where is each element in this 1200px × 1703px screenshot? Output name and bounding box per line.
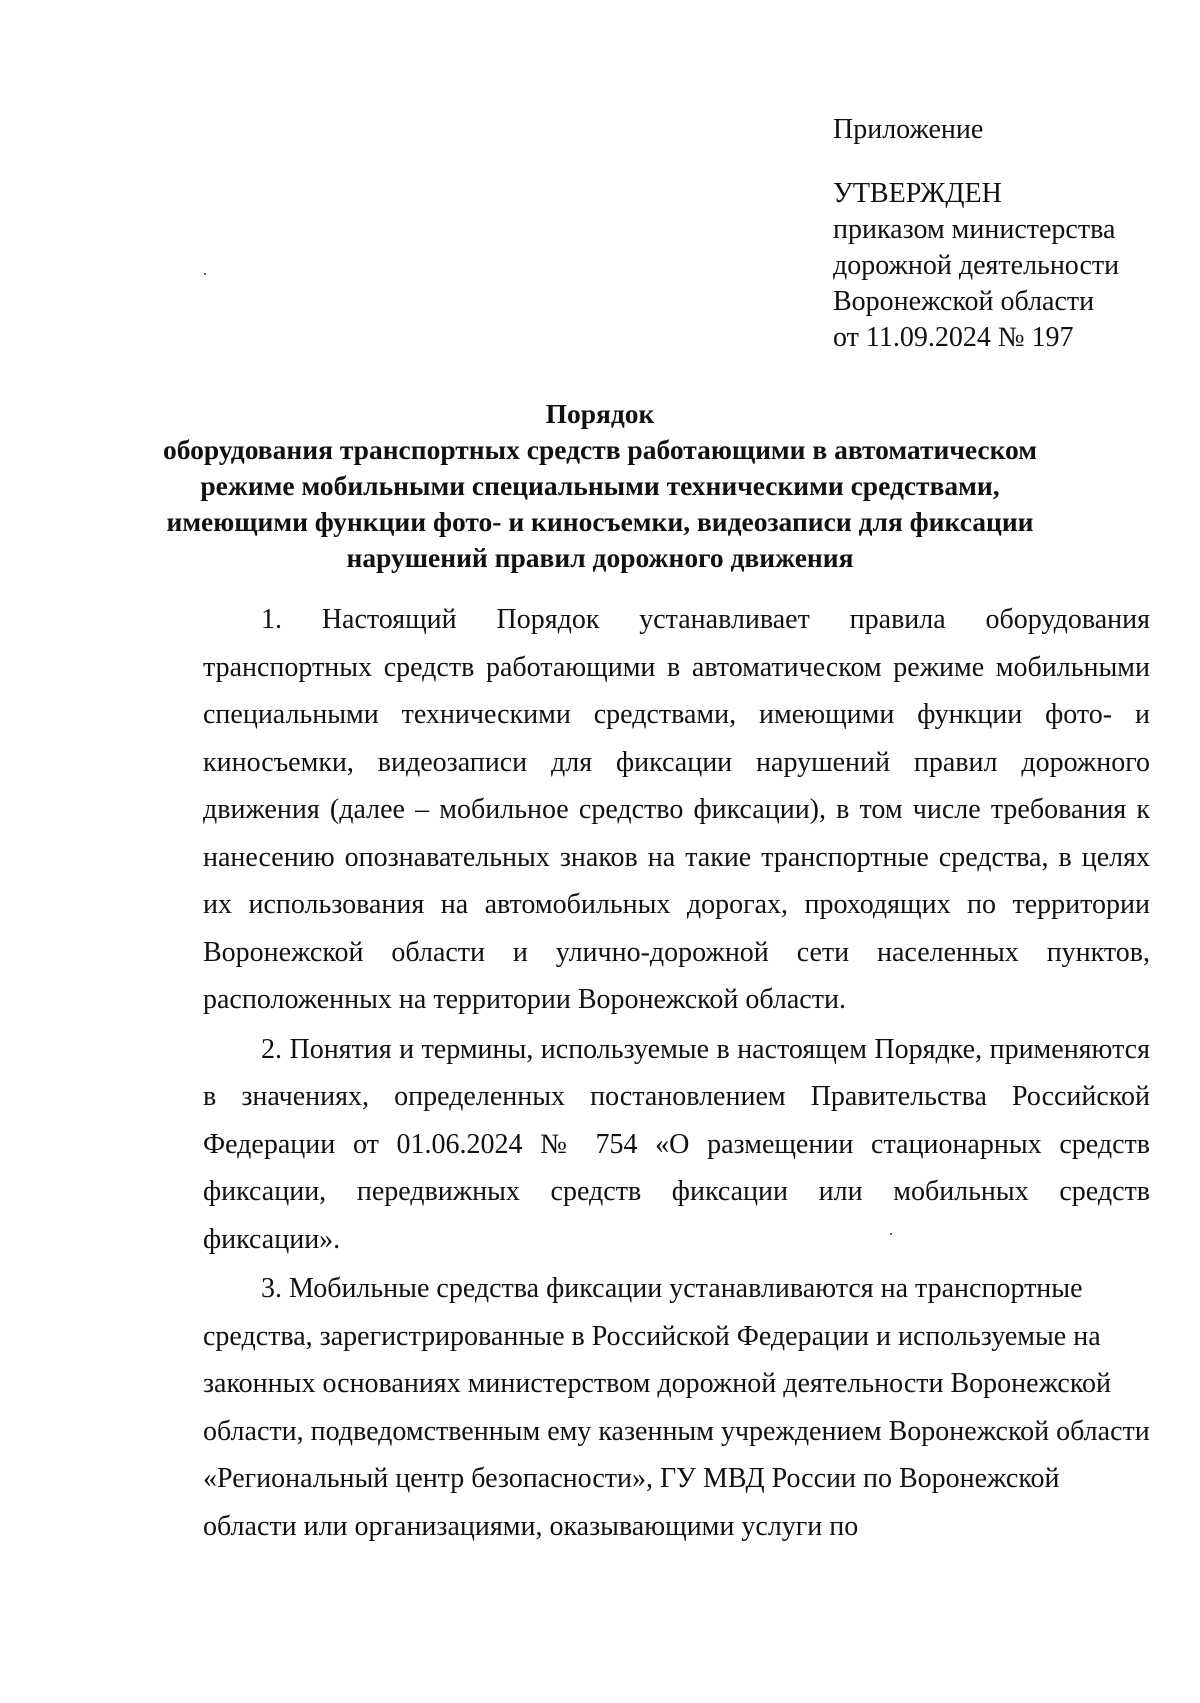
scan-speck <box>890 1233 892 1235</box>
paragraph-2: 2. Понятия и термины, используемые в настоящем Порядке, применяются в значениях, определенных постановлением Правительства Российской Федерации от 01.06.2024 № 754 «О размещении стационарных средств фиксации, передвижных средств фиксации или мобильных средств фиксации». <box>203 1033 1150 1255</box>
approval-order-date: от 11.09.2024 № 197 <box>833 322 1074 353</box>
appendix-label: Приложение <box>833 114 984 145</box>
title-line: Порядок <box>545 398 655 429</box>
title-line: нарушений правил дорожного движения <box>346 542 854 573</box>
approval-block <box>833 176 1119 356</box>
document-title <box>150 396 1050 576</box>
scan-speck <box>204 273 206 275</box>
title-line: имеющими функции фото- и киносъемки, видеозаписи для фиксации <box>166 506 1034 537</box>
approval-line: дорожной деятельности <box>833 250 1120 281</box>
title-line: оборудования транспортных средств работающими в автоматическом <box>162 434 1038 465</box>
document-body <box>203 596 1150 1552</box>
approval-line: УТВЕРЖДЕН <box>833 178 1002 209</box>
approval-line: приказом министерства <box>833 214 1116 245</box>
title-line: режиме мобильными специальными техническими средствами, <box>200 470 1000 501</box>
paragraph-3: 3. Мобильные средства фиксации устанавливаются на транспортные средства, зарегистрированные в Российской Федерации и используемые на законных основаниях министерством дорожной деятельности Воронежской области, подведомственным ему казенным учреждением Воронежской области «Региональный центр безопасности», ГУ МВД России по Воронежской области или организациями, оказывающими услуги по <box>203 1273 1150 1542</box>
approval-line: Воронежской области <box>833 286 1095 317</box>
paragraph-1: 1. Настоящий Порядок устанавливает правила оборудования транспортных средств работающими в автоматическом режиме мобильными специальными техническими средствами, имеющими функции фото- и киносъемки, видеозаписи для фиксации нарушений правил дорожного движения (далее – мобильное средство фиксации), в том числе требования к нанесению опознавательных знаков на такие транспортные средства, в целях их использования на автомобильных дорогах, проходящих по территории Воронежской области и улично-дорожной сети населенных пунктов, расположенных на территории Воронежской области. <box>203 604 1150 1015</box>
